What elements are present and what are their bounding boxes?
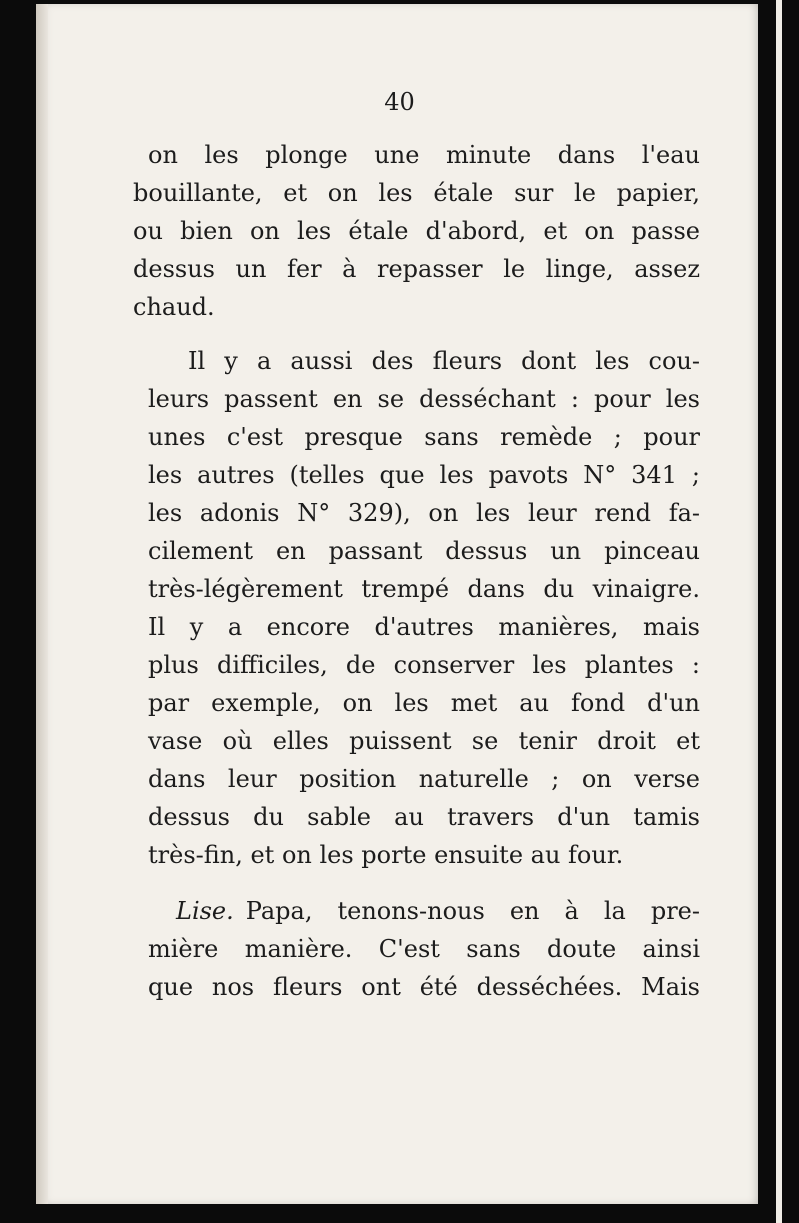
text-line: dessus du sable au travers d'un tamis — [148, 803, 700, 831]
page-number: 40 — [384, 88, 415, 116]
text-line: mière manière. C'est sans doute ainsi — [148, 935, 700, 963]
text-line: par exemple, on les met au fond d'un — [148, 689, 700, 717]
text-line: vase où elles puissent se tenir droit et — [148, 727, 700, 755]
text-line: Papa, tenons-nous en à la pre- — [245, 897, 700, 925]
text-line: dans leur position naturelle ; on verse — [148, 765, 700, 793]
text-line: unes c'est presque sans remède ; pour — [148, 423, 700, 451]
text-line: on les plonge une minute dans l'eau — [148, 141, 700, 169]
dialogue-first-line — [176, 897, 700, 933]
text-line: cilement en passant dessus un pinceau — [148, 537, 700, 565]
text-line: très-fin, et on les porte ensuite au four. — [148, 841, 624, 869]
text-line: les adonis N° 329), on les leur rend fa- — [148, 499, 700, 527]
text-line: Il y a encore d'autres manières, mais — [148, 613, 700, 641]
text-line: Il y a aussi des fleurs dont les cou- — [188, 347, 700, 375]
text-line: très-légèrement trempé dans du vinaigre. — [148, 575, 700, 603]
text-line: que nos fleurs ont été desséchées. Mais — [148, 973, 700, 1001]
text-line: chaud. — [133, 293, 215, 321]
text-line: leurs passent en se desséchant : pour les — [148, 385, 700, 413]
text-line: plus difficiles, de conserver les plantes : — [148, 651, 700, 679]
speaker-name: Lise. — [176, 897, 234, 925]
text-line: ou bien on les étale d'abord, et on passe — [133, 217, 700, 245]
page-binding-shadow — [36, 4, 48, 1204]
text-line: les autres (telles que les pavots N° 341 ; — [148, 461, 700, 489]
next-page-edge — [758, 0, 799, 1223]
text-line: bouillante, et on les étale sur le papier, — [133, 179, 700, 207]
text-line: dessus un fer à repasser le linge, assez — [133, 255, 700, 283]
